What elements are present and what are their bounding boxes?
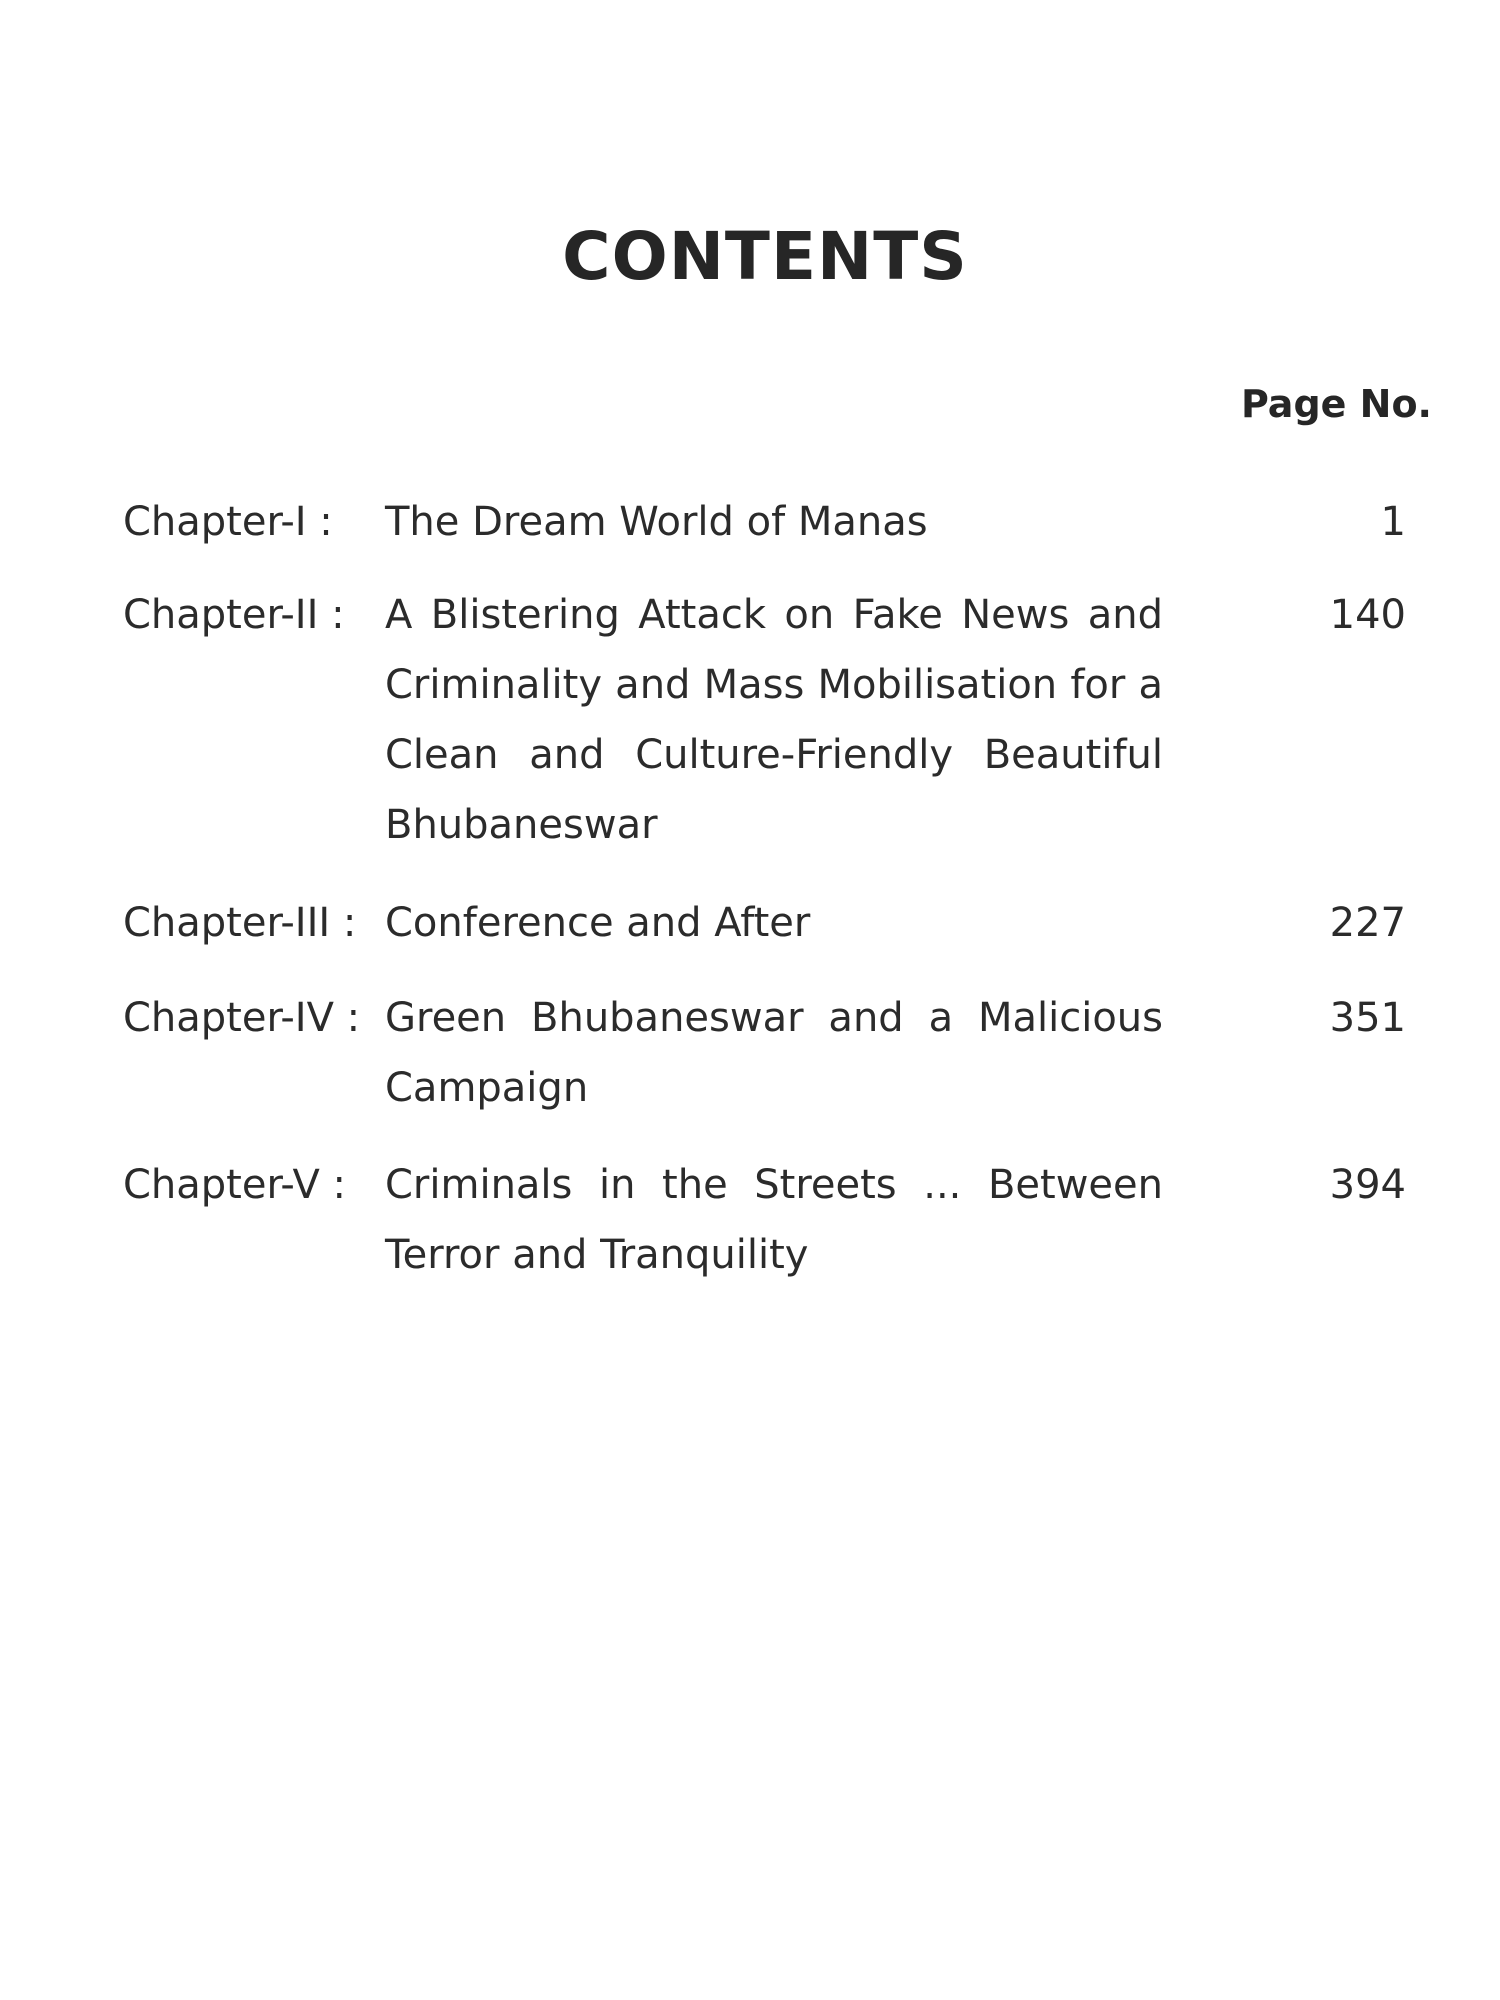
chapter-title: Criminals in the Streets ... Between Terror and Tranquility <box>385 1162 1163 1278</box>
chapter-label: Chapter-II : <box>123 592 345 638</box>
chapter-page-number: 351 <box>1329 995 1406 1041</box>
chapter-page-number: 140 <box>1329 592 1406 638</box>
chapter-page-number: 227 <box>1329 900 1406 946</box>
chapter-title: Green Bhubaneswar and a Malicious Campaign <box>385 995 1163 1111</box>
chapter-title: A Blistering Attack on Fake News and Criminality and Mass Mobilisation for a Clean and Culture-Friendly Beautiful Bhubaneswar <box>385 592 1163 848</box>
chapter-title: The Dream World of Manas <box>385 499 928 545</box>
page-title: CONTENTS <box>562 218 968 295</box>
chapter-title: Conference and After <box>385 900 811 946</box>
chapter-page-number: 1 <box>1380 499 1406 545</box>
chapter-label: Chapter-I : <box>123 499 333 545</box>
chapter-label: Chapter-IV : <box>123 995 361 1041</box>
chapter-page-number: 394 <box>1329 1162 1406 1208</box>
chapter-label: Chapter-V : <box>123 1162 347 1208</box>
chapter-label: Chapter-III : <box>123 900 357 946</box>
page-number-column-header: Page No. <box>1240 382 1432 426</box>
